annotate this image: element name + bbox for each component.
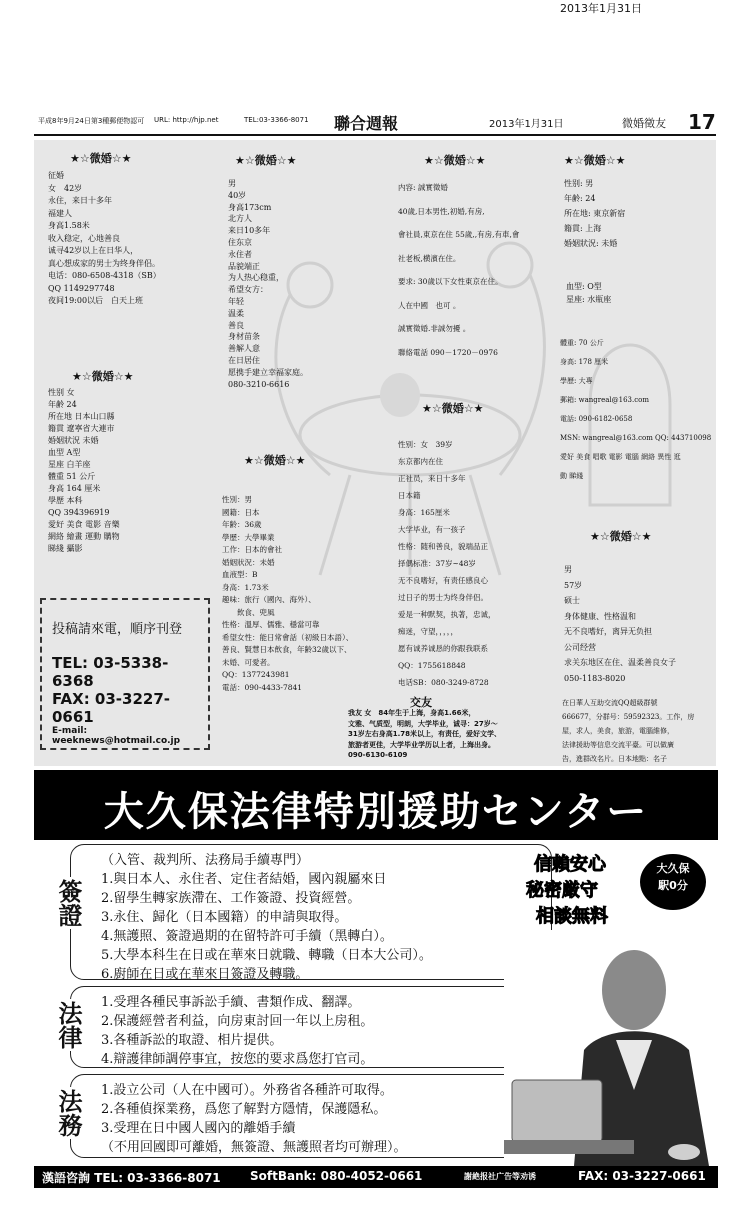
ad8-body: 性别: 男 年齢: 24 所在地: 東京新宿 籍貫: 上海 婚姻狀況: 未婚 <box>564 179 626 248</box>
ad1-body: 征婚 女 42岁 永住，来日十多年 福建人 身高1.58米 收入稳定，心地善良 诚寻42岁以上在日华人， 真心想成家的男士为终身伴侣。 电话：080-6508-4318（SB） QQ 1149297748 夜间19:00以后 白天上班 <box>48 171 161 305</box>
contact-tel: TEL: 03-5338-6368 <box>52 654 169 690</box>
footer-tel: 漢語咨詢 TEL: 03-3366-8071 <box>42 1171 221 1185</box>
permit-text: 平成8年9月24日第3種郵便物認可 <box>38 117 145 125</box>
header-date: 2013年1月31日 <box>489 119 564 130</box>
legal-banner <box>34 770 718 840</box>
slogan-secrecy: 秘密厳守 <box>526 880 598 901</box>
page-date: 2013年1月31日 <box>560 2 642 15</box>
legal-services-area <box>34 840 718 1170</box>
footer-bar <box>34 1166 718 1188</box>
ad1-title: ★☆微婚☆★ <box>70 152 132 165</box>
businessman-photo <box>504 930 714 1166</box>
ad8-body3: 體重: 70 公斤 身高: 178 厘米 學歷: 大專 郵箱: wangreal@163.com 電話: 090-6182-0658 MSN: wangreal@163.com QQ: 443710098 愛好 美食 唱歌 電影 電腦 網絡 異性 逛 動 睇綫 <box>560 339 712 480</box>
ad3-body: 男 40岁 身高173cm 北方人 来日10多年 住东京 永住者 品貌端正 为人热心稳重， 希望女方： 年轻 温柔 善良 身材苗条 善解人意 在日居住 愿携手建立幸福家庭。 080-3210-6616 <box>228 179 308 389</box>
ad6-body: 性别：女 39岁 东京都内在住 正社员，来日十多年 日本籍 身高：165厘米 大学毕业，有一孩子 性格：随和善良，貌端品正 择偶标准：37岁~48岁 无不良嗜好，有责任感良心 过日子的男士为终身伴侣。 爱是一种默契，执著，忠诚， 痴迷，守望，，，，， 愿有诚养诚恳的你跟我联系 QQ：1755618848 电话SB：080-3249-8728 <box>398 440 496 687</box>
visa-tag: 簽證 <box>51 877 86 929</box>
affairs-section <box>54 1074 552 1158</box>
law-lines: 1.受理各種民事訴訟手續、書類作成、翻譯。 2.保護經營者利益，向房東討回一年以上房租。 3.各種訴訟的取證、相片提供。 4.辯護律師調停事宜，按您的要求爲您打官司。 <box>101 995 374 1067</box>
ad7-body: 我友 女 84年生于上海，身高1.66米， 文雅、气质型，明朗，大学毕业，诚寻：27岁～ 31岁左右身高1.78米以上，有责任，爱好文学、 旅游者更佳，大学毕业学历以上者，上海出身。 090-6130-6109 <box>348 709 502 759</box>
slogan-trust: 信賴安心 <box>534 854 606 875</box>
submission-contact-box <box>40 598 210 750</box>
url-text: URL: http://hjp.net <box>154 116 219 124</box>
banner-title: 大久保法律特別援助センター <box>103 789 649 835</box>
footer-fax: FAX: 03-3227-0661 <box>578 1169 706 1183</box>
header-tel: TEL:03-3366-8071 <box>244 116 309 124</box>
ad5-title: ★☆微婚☆★ <box>424 154 486 167</box>
ad5-body: 内容: 誠實徵婚 40歲,日本男性,初婚,有房, 會社員,東京在住 55歲,,有房,有車,會 社老板,横濱在住。 要求: 30歲以下女性東京在住。 人在中國 也可 。 誠實徵婚.非誠勿擾 。 聯絡電話 090－1720－0976 <box>398 183 520 357</box>
affairs-lines: 1.設立公司（人在中國可）。外務省各種許可取得。 2.各種偵探業務，爲您了解對方隱情，保護隱私。 3.受理在日中國人國內的離婚手續 （不用回國即可離婚，無簽證、無護照者均可辦理）。 <box>101 1083 407 1155</box>
submission-note: 投稿請來電，順序刊登 <box>52 622 183 637</box>
contact-fax: FAX: 03-3227-0661 <box>52 690 170 726</box>
footer-note: 謝絶报社广告等劝诱 <box>464 1172 536 1181</box>
ad10-body: 在日華人互助交流QQ超級群號 666677，分群号：59592323。工作，房 屋，求人，美食，旅游，電腦維修， 法律援助等信息交流平臺。可以做廣 告，進群改名片。日本地點：名子 <box>562 699 695 763</box>
footer-softbank: SoftBank: 080-4052-0661 <box>250 1169 423 1183</box>
ad2-body: 性别 女 年齢 24 所在地 日本山口縣 籍貫 遼寧省大連市 婚姻狀況 未婚 血型 A型 星座 白羊座 體重 51 公斤 身高 164 厘米 學歷 本科 QQ 394396919 愛好 美食 電影 音樂 網絡 繪畫 運動 購物 睇綫 攝影 <box>48 388 120 553</box>
newspaper-title: 聯合週報 <box>334 114 399 133</box>
slogan-free-consult: 相談無料 <box>536 906 608 927</box>
ad7-title: 交友 <box>410 696 432 709</box>
visa-section <box>54 844 552 982</box>
ad2-title: ★☆微婚☆★ <box>72 370 134 383</box>
ad8-title: ★☆微婚☆★ <box>564 154 626 167</box>
ad3-title: ★☆微婚☆★ <box>235 154 297 167</box>
station-badge: 大久保 駅0分 <box>640 854 706 910</box>
ad8-body2: 血型: O型 星座: 水瓶座 <box>566 282 612 304</box>
ad4-body: 性別：男 國籍：日本 年齢：36歲 學歷：大學畢業 工作：日本的會社 婚姻狀況：未婚 血液型：B 身高：1.73米 趣味：旅行（國內、海外）、 飲食、兜風 性格：溫厚、儒雅、穩當可靠 希望女性：能日常會話（初級日本語）、 善良、賢慧日本飲食，年齢32歲以下、 未婚、可愛者。 QQ：1377243981 電話：090-4433-7841 <box>222 495 354 692</box>
ad6-title: ★☆微婚☆★ <box>422 402 484 415</box>
ad9-title: ★☆微婚☆★ <box>590 530 652 543</box>
affairs-tag: 法務 <box>51 1087 86 1139</box>
page-number: 17 <box>688 110 716 134</box>
contact-email: E-mail: weeknews@hotmail.co.jp <box>52 726 181 746</box>
ad9-body: 男 57岁 硕士 身体健康、性格温和 无不良嗜好，离异无负担 公司经营 求关东地区在住、温柔善良女子 050-1183-8020 <box>564 565 676 683</box>
law-tag: 法律 <box>51 999 86 1051</box>
section-name: 微婚徵友 <box>622 117 666 130</box>
ad4-title: ★☆微婚☆★ <box>244 454 306 467</box>
law-section <box>54 986 552 1068</box>
visa-lines: （入管、裁判所、法務局手續專門） 1.與日本人、永住者、定住者結婚，國內親屬來日 2.留學生轉家族滯在、工作簽證、投資經營。 3.永住、歸化（日本國籍）的申請與取得。 4.無護照、簽證過期的在留特許可手續（黑轉白）。 5.大學本科生在日或在華來日就職、轉職（日本大公司）。 6.廚師在日或在華來日簽證及轉職。 <box>101 853 432 982</box>
newspaper-header <box>34 110 716 136</box>
